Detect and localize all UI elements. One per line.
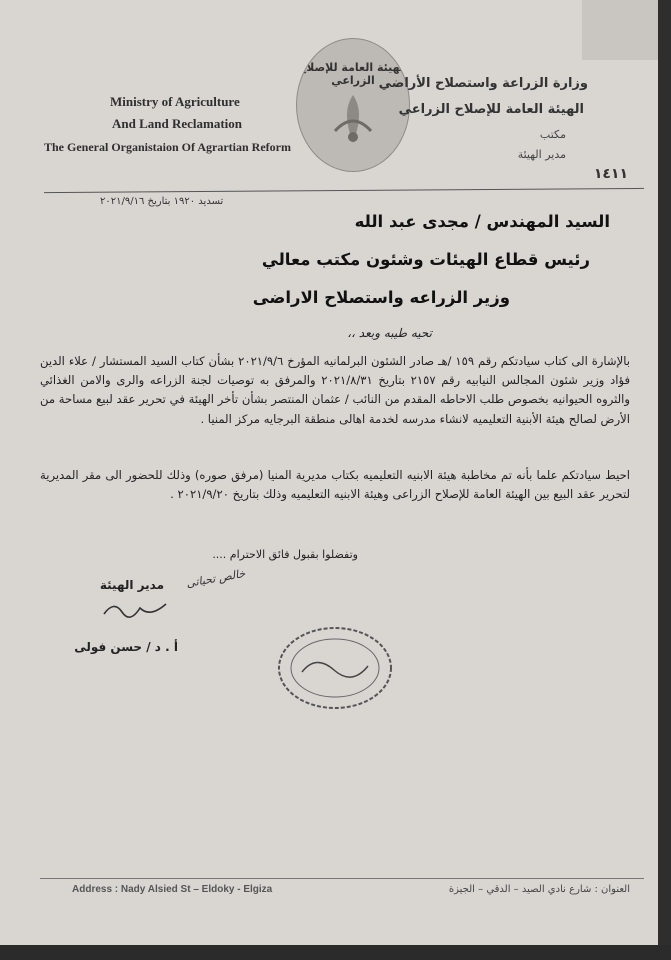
footer-address-en: Address : Nady Alsied St – Eldoky - Elgiza xyxy=(72,884,273,895)
signatory-name: أ . د / حسن فولى xyxy=(74,640,178,654)
organisation-logo xyxy=(296,38,410,172)
paper-fold xyxy=(582,0,658,60)
official-stamp xyxy=(276,624,394,712)
receipt-note: تسديد ١٩٢٠ بتاريخ ٢٠٢١/٩/١٦ xyxy=(100,196,224,207)
body-paragraph-2: احيط سيادتكم علما بأنه تم مخاطبة هيئة الابنيه التعليميه بكتاب مديرية المنيا (مرفق صوره) وذلك للحضور الى مقر المديرية لتحرير عقد البيع بين الهيئة العامة للإصلاح الزراعى وهيئة الابنيه التعليميه وذلك بتاريخ ٢٠٢١/٩/٢٠ . xyxy=(40,468,630,502)
addressee-title: رئيس قطاع الهيئات وشئون مكتب معالي xyxy=(261,250,590,269)
addressee-name: السيد المهندس / مجدى عبد الله xyxy=(354,212,610,231)
signature-scribble xyxy=(100,596,170,622)
organisation-name-en: The General Organistaion Of Agrartian Reform xyxy=(44,140,291,154)
signatory-title: مدير الهيئة xyxy=(99,578,164,592)
background-edge-right xyxy=(658,0,671,960)
office-label-ar: مكتب xyxy=(539,128,566,141)
body-paragraph-1: بالإشارة الى كتاب سيادتكم رقم ١٥٩ /هـ صادر الشئون البرلمانيه المؤرخ ٢٠٢١/٩/٦ بشأن كتاب السيد المستشار / علاء الدين فؤاد وزير شئون المجالس النيابيه رقم ٢١٥٧ بتاريخ ٢٠٢١/٨/٣١ والمرفق به توصيات لجنة الزراعه والرى والامن الغذائي والثروه الحيوانيه بخصوص طلب الاحاطه المقدم من النائب / عثمان المنتصر بشأن تأخر الهيئة في تحرير عقد لبيع مساحة من الأرض لصالح هيئة الأبنية التعليميه لانشاء مدرسه لخدمة اهالى منطقة البرجايه مركز المنيا . xyxy=(40,354,631,426)
greeting: تحيه طيبه وبعد ،، xyxy=(347,326,432,340)
header-divider xyxy=(44,188,644,193)
director-label-ar: مدير الهيئة xyxy=(517,148,566,161)
addressee-minister: وزير الزراعه واستصلاح الاراضى xyxy=(252,288,510,307)
ministry-name-en: Ministry of Agriculture xyxy=(110,94,240,109)
background-edge-bottom xyxy=(0,945,671,960)
organisation-name-ar: الهيئة العامة للإصلاح الزراعي xyxy=(398,102,584,117)
wheat-emblem-icon xyxy=(325,91,381,147)
ministry-name-ar: وزارة الزراعة واستصلاح الأراضي xyxy=(378,76,588,91)
handwritten-note: خالص تحياتى xyxy=(185,566,247,591)
ministry-name-en-2: And Land Reclamation xyxy=(112,116,243,131)
logo-text: الهيئة العامة للإصلاح الزراعي xyxy=(298,61,408,87)
footer-divider xyxy=(40,878,644,879)
footer-address-ar: العنوان : شارع نادي الصيد – الدقي – الجيزة xyxy=(448,884,630,895)
reference-number: ١٤١١ xyxy=(593,166,628,182)
closing-line: وتفضلوا بقبول فائق الاحترام .... xyxy=(212,548,358,561)
